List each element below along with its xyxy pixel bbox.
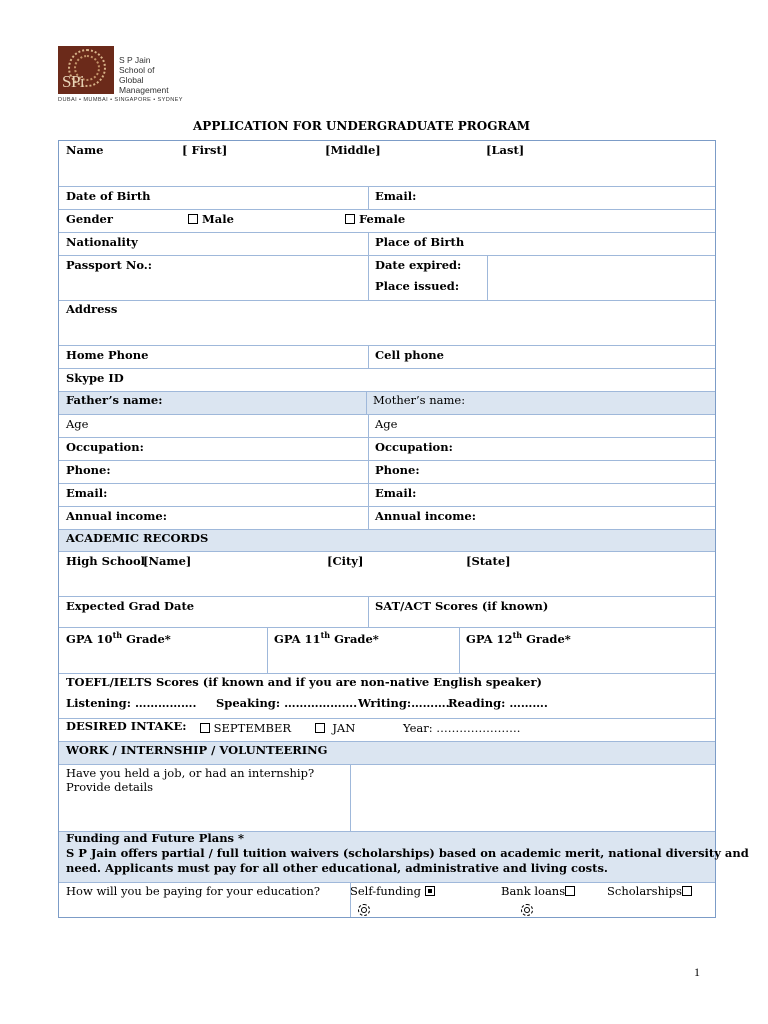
academic-records-heading: ACADEMIC RECORDS [66, 531, 209, 545]
place-issued-label: Place issued: [375, 279, 460, 293]
scholarships-checkbox[interactable] [682, 886, 692, 896]
row-parent-email [59, 484, 715, 507]
row-passport [59, 256, 715, 301]
toefl-label: TOEFL/IELTS Scores (if known and if you are non-native English speaker) [66, 675, 543, 689]
page-number: 1 [694, 965, 700, 979]
reading-field[interactable]: Reading: ………. [448, 696, 548, 710]
first-name-label: [ First] [182, 143, 228, 157]
grad-date-label: Expected Grad Date [66, 599, 195, 613]
high-school-label: High School [66, 554, 146, 568]
row-gpa [59, 628, 715, 674]
date-expired-label: Date expired: [375, 258, 462, 272]
bank-loans-option[interactable] [501, 884, 575, 898]
speaking-field[interactable]: Speaking: ………………. [216, 696, 358, 710]
hs-city-label: [City] [327, 554, 364, 568]
logo-cities: DUBAI • MUMBAI • SINGAPORE • SYDNEY [58, 97, 183, 103]
row-dob-email [59, 187, 715, 210]
mother-income-label: Annual income: [375, 509, 476, 523]
row-age [59, 415, 715, 438]
september-checkbox[interactable] [200, 723, 210, 733]
row-gender [59, 210, 715, 233]
email-label: Email: [375, 189, 417, 203]
row-name[interactable] [59, 141, 715, 187]
father-occupation-label: Occupation: [66, 440, 144, 454]
row-parent-income [59, 507, 715, 530]
home-phone-label: Home Phone [66, 348, 149, 362]
mother-name-label: Mother’s name: [373, 393, 466, 407]
mother-age-label: Age [375, 417, 398, 431]
row-grad-sat [59, 597, 715, 628]
male-checkbox[interactable] [188, 214, 198, 224]
mother-phone-label: Phone: [375, 463, 420, 477]
row-phones [59, 346, 715, 369]
writing-field[interactable]: Writing:………. [358, 696, 450, 710]
row-work-details [59, 765, 715, 832]
dob-label: Date of Birth [66, 189, 151, 203]
skype-label: Skype ID [66, 371, 124, 385]
scholarships-option[interactable] [607, 884, 692, 898]
bank-loans-label: Bank loans [501, 884, 566, 898]
work-question-1: Have you held a job, or had an internship? [66, 766, 315, 780]
logo-line-1: S P Jain [119, 55, 151, 65]
gender-female-option[interactable] [345, 212, 405, 226]
row-parents-names [59, 392, 715, 415]
self-funding-label: Self-funding [350, 884, 421, 898]
intake-september-option[interactable] [200, 721, 291, 735]
row-skype[interactable] [59, 369, 715, 392]
cell-phone-label: Cell phone [375, 348, 444, 362]
mother-occupation-label: Occupation: [375, 440, 453, 454]
work-heading: WORK / INTERNSHIP / VOLUNTEERING [66, 743, 328, 757]
scholarships-label: Scholarships [607, 884, 682, 898]
logo-mark-text: SPi [62, 72, 85, 91]
jan-checkbox[interactable] [315, 723, 325, 733]
middle-name-label: [Middle] [325, 143, 381, 157]
listening-field[interactable]: Listening: ……………. [66, 696, 197, 710]
gender-label: Gender [66, 212, 113, 226]
september-label: SEPTEMBER [213, 721, 292, 735]
father-age-label: Age [66, 417, 89, 431]
mother-email-label: Email: [375, 486, 417, 500]
gpa-12-label: GPA 12th Grade* [466, 630, 571, 646]
intake-label: DESIRED INTAKE: [66, 719, 187, 733]
father-name-label: Father’s name: [66, 393, 163, 407]
self-funding-checkbox[interactable] [425, 886, 435, 896]
gender-male-option[interactable] [188, 212, 234, 226]
intake-jan-option[interactable] [315, 721, 355, 735]
funding-line-1: S P Jain offers partial / full tuition waivers (scholarships) based on academic merit, national diversity and [66, 846, 749, 860]
hs-name-label: [Name] [143, 554, 192, 568]
father-income-label: Annual income: [66, 509, 167, 523]
sat-label: SAT/ACT Scores (if known) [375, 599, 549, 613]
jan-label: JAN [332, 721, 356, 735]
row-intake [59, 719, 715, 742]
nationality-label: Nationality [66, 235, 138, 249]
logo-wordmark [119, 55, 176, 95]
row-high-school[interactable] [59, 552, 715, 597]
form-title: APPLICATION FOR UNDERGRADUATE PROGRAM [193, 119, 531, 133]
gpa-10-label: GPA 10th Grade* [66, 630, 171, 646]
row-work-heading [59, 742, 715, 765]
row-address[interactable] [59, 301, 715, 346]
passport-label: Passport No.: [66, 258, 153, 272]
logo-line-3: Management [119, 85, 169, 95]
male-label: Male [202, 212, 234, 226]
funding-heading: Funding and Future Plans * [66, 831, 245, 845]
row-funding-heading [59, 831, 749, 883]
row-payment [59, 883, 715, 917]
female-checkbox[interactable] [345, 214, 355, 224]
address-label: Address [66, 302, 118, 316]
father-email-label: Email: [66, 486, 108, 500]
self-funding-radio[interactable] [358, 904, 370, 916]
row-occupation [59, 438, 715, 461]
self-funding-option[interactable] [350, 884, 435, 898]
place-of-birth-label: Place of Birth [375, 235, 465, 249]
funding-line-2: need. Applicants must pay for all other educational, administrative and living costs. [66, 861, 608, 875]
last-name-label: [Last] [486, 143, 525, 157]
application-form [58, 140, 749, 918]
row-academic-heading [59, 530, 715, 552]
year-field[interactable]: Year: …………………. [403, 721, 521, 735]
row-nationality [59, 233, 715, 256]
female-label: Female [359, 212, 406, 226]
work-details-input[interactable] [351, 765, 715, 831]
row-parent-phone [59, 461, 715, 484]
bank-loans-radio[interactable] [521, 904, 533, 916]
payment-question: How will you be paying for your education? [66, 884, 321, 898]
logo-line-2: School of Global [119, 65, 155, 85]
name-label: Name [66, 143, 104, 157]
hs-state-label: [State] [466, 554, 511, 568]
row-toefl [59, 674, 715, 719]
work-question-2: Provide details [66, 780, 154, 794]
gpa-11-label: GPA 11th Grade* [274, 630, 379, 646]
bank-loans-checkbox[interactable] [565, 886, 575, 896]
father-phone-label: Phone: [66, 463, 111, 477]
logo-mark [58, 46, 114, 94]
school-logo [58, 46, 183, 108]
